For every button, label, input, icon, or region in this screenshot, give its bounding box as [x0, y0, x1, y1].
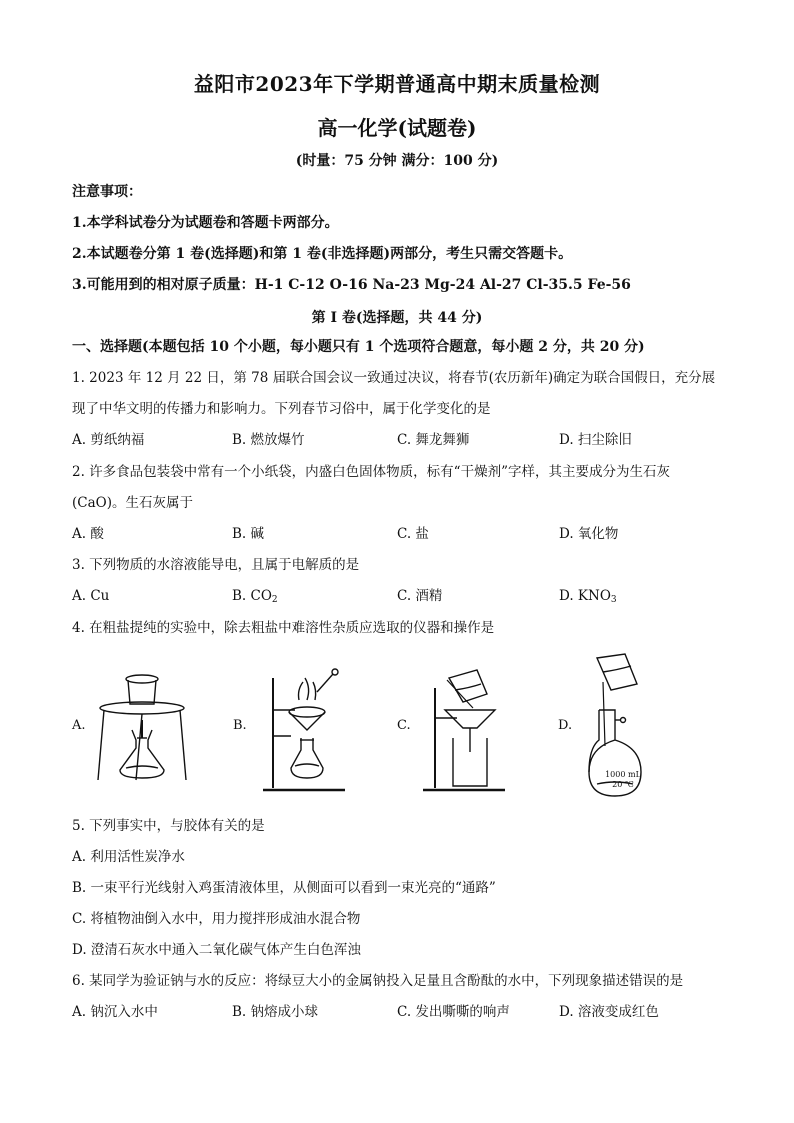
flask-temperature-label: 20 ℃: [612, 780, 634, 789]
q2-option-d: D. 氧化物: [559, 526, 619, 542]
q3-option-b-text: B. CO: [232, 588, 272, 604]
q3-options: [72, 587, 712, 605]
q3-option-b-sub: 2: [271, 595, 278, 605]
q3-option-c: C. 酒精: [397, 588, 443, 604]
q4-figure-label-d: D.: [558, 718, 573, 733]
q2-options: [72, 525, 712, 543]
apparatus-b-heating-icon: [255, 660, 365, 810]
q1-option-a: A. 剪纸纳福: [72, 432, 145, 448]
q1-options: [72, 431, 712, 449]
q6-option-d: D. 溶液变成红色: [559, 1004, 659, 1020]
part-title: 一、选择题(本题包括 10 个小题，每小题只有 1 个选项符合题意，每小题 2 分，共 20 分): [72, 339, 645, 355]
q1-stem-line1: 1. 2023 年 12 月 22 日，第 78 届联合国会议一致通过决议，将春节(农历新年)确定为联合国假日，充分展: [72, 370, 716, 386]
q2-option-a: A. 酸: [72, 526, 104, 542]
q4-figure-label-b: B.: [233, 718, 247, 733]
q6-stem: 6. 某同学为验证钠与水的反应：将绿豆大小的金属钠投入足量且含酚酞的水中，下列现象描述错误的是: [72, 973, 684, 989]
apparatus-a-evaporation-icon: [90, 660, 195, 810]
q5-option-a: A. 利用活性炭净水: [72, 849, 185, 865]
notice-heading: 注意事项：: [72, 184, 142, 200]
q2-stem-line2: (CaO)。生石灰属于: [72, 495, 193, 511]
notice-item-1: 1.本学科试卷分为试题卷和答题卡两部分。: [72, 215, 339, 231]
q4-figure-label-a: A.: [72, 718, 86, 733]
q6-option-a: A. 钠沉入水中: [72, 1004, 158, 1020]
time-info: (时量：75 分钟 满分：100 分): [295, 153, 499, 169]
exam-title: 益阳市2023年下学期普通高中期末质量检测: [193, 72, 601, 96]
q3-option-d-sub: 3: [610, 595, 617, 605]
q3-stem: 3. 下列物质的水溶液能导电，且属于电解质的是: [72, 557, 360, 573]
q1-stem-line2: 现了中华文明的传播力和影响力。下列春节习俗中，属于化学变化的是: [72, 401, 491, 417]
q5-option-c: C. 将植物油倒入水中，用力搅拌形成油水混合物: [72, 911, 361, 927]
flask-volume-label: 1000 mL: [605, 770, 641, 779]
q3-option-d: [559, 587, 617, 609]
notice-item-2: 2.本试题卷分第 1 卷(选择题)和第 1 卷(非选择题)两部分，考生只需交答题卡。: [72, 246, 573, 262]
section-title: 第 I 卷(选择题，共 44 分): [311, 310, 483, 326]
exam-subtitle: 高一化学(试题卷): [317, 116, 477, 140]
q5-stem: 5. 下列事实中，与胶体有关的是: [72, 818, 265, 834]
q2-option-c: C. 盐: [397, 526, 429, 542]
q6-option-c: C. 发出嘶嘶的响声: [397, 1004, 510, 1020]
q4-stem: 4. 在粗盐提纯的实验中，除去粗盐中难溶性杂质应选取的仪器和操作是: [72, 620, 495, 636]
q6-option-b: B. 钠熔成小球: [232, 1004, 319, 1020]
q3-option-b: [232, 587, 278, 609]
q3-option-d-text: D. KNO: [559, 588, 611, 604]
q5-option-b: B. 一束平行光线射入鸡蛋清液体里，从侧面可以看到一束光亮的“通路”: [72, 880, 496, 896]
q1-option-b: B. 燃放爆竹: [232, 432, 305, 448]
q6-options: [72, 1003, 712, 1021]
q2-stem-line1: 2. 许多食品包装袋中常有一个小纸袋，内盛白色固体物质，标有“干燥剂”字样，其主要成分为生石灰: [72, 464, 670, 480]
notice-item-3: 3.可能用到的相对原子质量：H-1 C-12 O-16 Na-23 Mg-24 Al-27 Cl-35.5 Fe-56: [72, 277, 631, 293]
q1-option-d: D. 扫尘除旧: [559, 432, 632, 448]
q2-option-b: B. 碱: [232, 526, 265, 542]
q1-option-c: C. 舞龙舞狮: [397, 432, 470, 448]
q5-option-d: D. 澄清石灰水中通入二氧化碳气体产生白色浑浊: [72, 942, 361, 958]
q3-option-a: A. Cu: [72, 588, 110, 604]
q4-figure-label-c: C.: [397, 718, 411, 733]
apparatus-c-filtration-icon: [415, 660, 525, 810]
